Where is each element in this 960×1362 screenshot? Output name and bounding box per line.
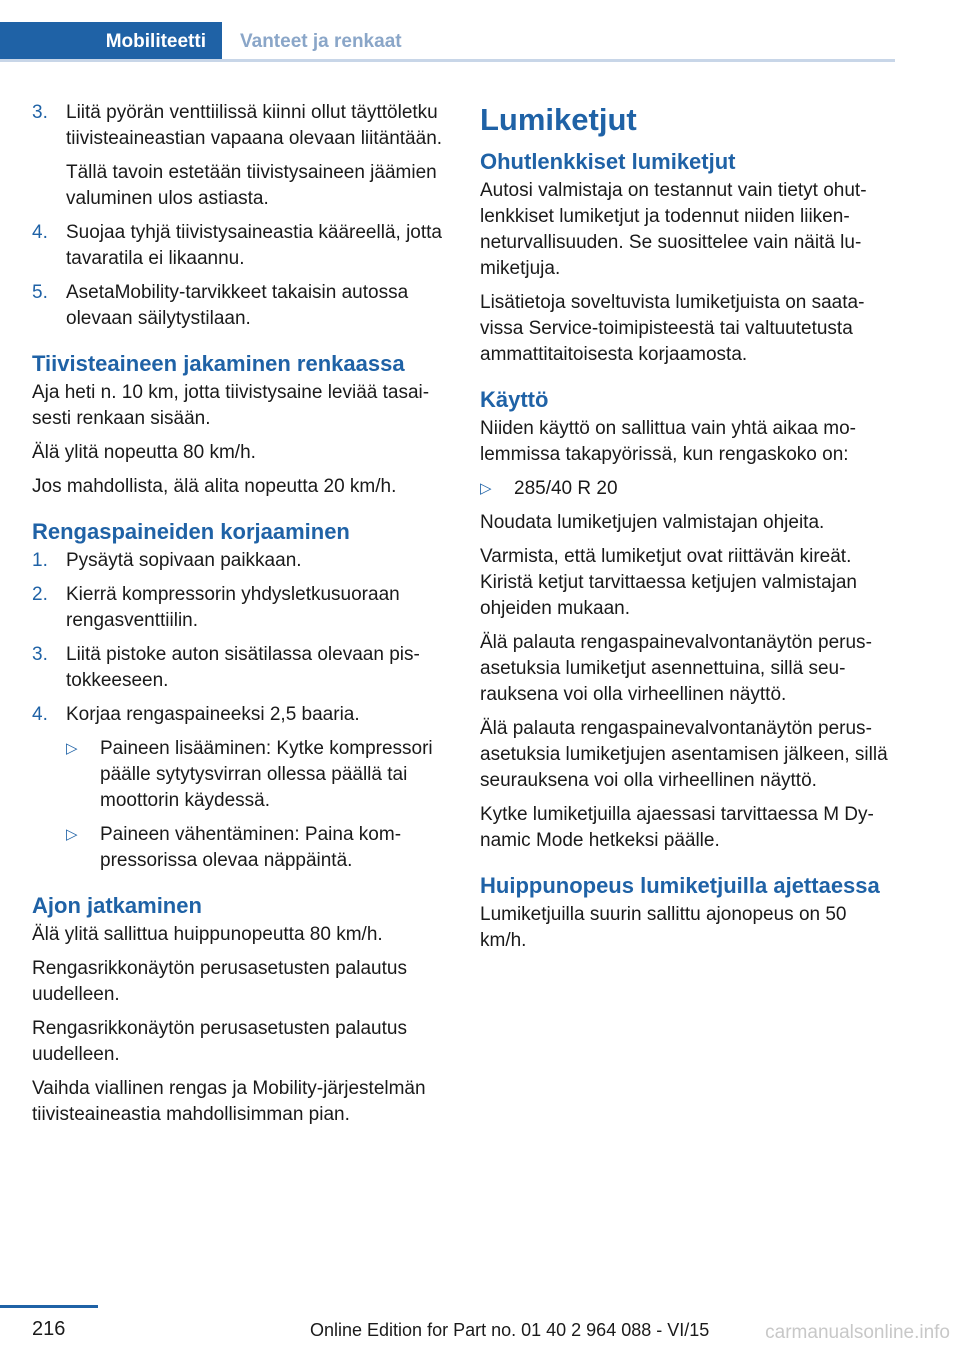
- section-heading-sealant: Tiivisteaineen jakaminen renkaassa: [32, 351, 405, 376]
- left-column: [32, 100, 448, 1136]
- step-text: Liitä pistoke auton sisätilassa olevaan pistokkeeseen.: [66, 644, 420, 691]
- paragraph: Älä ylitä sallittua huippunopeutta 80 km/h.: [32, 924, 383, 945]
- edition-info: Online Edition for Part no. 01 40 2 964 088 - VI/15: [310, 1320, 710, 1340]
- tab-vanteet-ja-renkaat[interactable]: Vanteet ja renkaat: [240, 31, 402, 52]
- paragraph: Älä ylitä nopeutta 80 km/h.: [32, 442, 256, 463]
- paragraph: Rengasrikkonäytön perusasetusten palautus uudelleen.: [32, 1018, 407, 1065]
- paragraph: Varmista, että lumiketjut ovat riittävän kireät. Kiristä ketjut tarvittaessa ketjujen valmistajan ohjeiden mukaan.: [480, 546, 857, 619]
- section-heading-usage: Käyttö: [480, 387, 549, 412]
- step-number: 2.: [32, 584, 48, 605]
- chapter-header: [0, 22, 895, 62]
- paragraph: Älä palauta rengaspainevalvontanäytön perusasetuksia lumiketjut asennettuina, sillä seurauksena voi olla virheellinen näyttö.: [480, 632, 872, 705]
- step-text: AsetaMobility-tarvikkeet takaisin autossa olevaan säilytystilaan.: [66, 282, 409, 329]
- step-text: Liitä pyörän venttiilissä kiinni ollut täyttöletku tiivisteaineastian vapaana olevaan liitäntään.: [66, 102, 443, 149]
- step-text: Pysäytä sopivaan paikkaan.: [66, 550, 302, 571]
- header-divider: [0, 59, 895, 62]
- bullet-item: [480, 476, 894, 502]
- section-heading-max-speed: Huippunopeus lumiketjuilla ajettaessa: [480, 873, 880, 898]
- bullet-text: Paineen vähentäminen: Paina kompressorissa olevaa näppäintä.: [100, 824, 402, 871]
- step-note: Tällä tavoin estetään tiivistysaineen jäämien valuminen ulos astiasta.: [66, 162, 437, 209]
- page-number: 216: [32, 1318, 66, 1340]
- paragraph: Noudata lumiketjujen valmistajan ohjeita.: [480, 512, 825, 533]
- paragraph: Aja heti n. 10 km, jotta tiivistysaine leviää tasaisesti renkaan sisään.: [32, 382, 430, 429]
- paragraph: Rengasrikkonäytön perusasetusten palautus uudelleen.: [32, 958, 407, 1005]
- list-item: [32, 280, 448, 332]
- bullet-text: Paineen lisääminen: Kytke kompressori päälle sytytysvirran ollessa päällä tai moottorin käydessä.: [100, 738, 433, 811]
- step-number: 5.: [32, 282, 48, 303]
- step-number: 3.: [32, 102, 48, 123]
- list-item: [32, 100, 448, 212]
- paragraph: Autosi valmistaja on testannut vain tietyt ohutlenkkiset lumiketjut ja todennut niiden liikenneturvallisuuden. Se suosittelee vain näitä lumiketjuja.: [480, 180, 867, 279]
- step-number: 4.: [32, 222, 48, 243]
- step-number: 4.: [32, 704, 48, 725]
- section-heading-tire-pressure: Rengaspaineiden korjaaminen: [32, 519, 350, 544]
- paragraph: Älä palauta rengaspainevalvontanäytön perusasetuksia lumiketjujen asentamisen jälkeen, sillä seurauksena voi olla virheellinen näyttö.: [480, 718, 888, 791]
- list-item: [32, 548, 448, 574]
- list-item: [32, 702, 448, 874]
- triangle-bullet-icon: ▷: [66, 826, 78, 843]
- footer-accent-line: [0, 1305, 98, 1308]
- paragraph: Lumiketjuilla suurin sallittu ajonopeus on 50 km/h.: [480, 904, 847, 951]
- step-number: 1.: [32, 550, 48, 571]
- list-item: [32, 220, 448, 272]
- triangle-bullet-icon: ▷: [66, 740, 78, 757]
- paragraph: Kytke lumiketjuilla ajaessasi tarvittaessa M Dynamic Mode hetkeksi päälle.: [480, 804, 874, 851]
- bullet-item: [66, 822, 448, 874]
- step-text: Suojaa tyhjä tiivistysaineastia kääreellä, jotta tavaratila ei likaannu.: [66, 222, 442, 269]
- triangle-bullet-icon: ▷: [480, 480, 492, 497]
- step-number: 3.: [32, 644, 48, 665]
- page-title: Lumiketjut: [480, 102, 637, 137]
- step-text: Korjaa rengaspaineeksi 2,5 baaria.: [66, 704, 360, 725]
- paragraph: Lisätietoja soveltuvista lumiketjuista on saatavissa Service-toimipisteestä tai valtuutetusta ammattitaitoisesta korjaamosta.: [480, 292, 865, 365]
- section-heading-thin-chains: Ohutlenkkiset lumiketjut: [480, 149, 736, 174]
- bullet-item: [66, 736, 448, 814]
- right-column: [480, 100, 894, 962]
- section-heading-continue-driving: Ajon jatkaminen: [32, 893, 202, 918]
- paragraph: Vaihda viallinen rengas ja Mobility-järjestelmän tiivisteaineastia mahdollisimman pian.: [32, 1078, 426, 1125]
- paragraph: Niiden käyttö on sallittua vain yhtä aikaa molemmissa takapyörissä, kun rengaskoko on:: [480, 418, 856, 465]
- step-text: Kierrä kompressorin yhdysletkusuoraan rengasventtiilin.: [66, 584, 400, 631]
- paragraph: Jos mahdollista, älä alita nopeutta 20 km/h.: [32, 476, 397, 497]
- list-item: [32, 642, 448, 694]
- tab-mobiliteetti[interactable]: Mobiliteetti: [0, 22, 222, 62]
- bullet-text: 285/40 R 20: [514, 478, 618, 499]
- list-item: [32, 582, 448, 634]
- watermark: carmanualsonline.info: [765, 1322, 950, 1343]
